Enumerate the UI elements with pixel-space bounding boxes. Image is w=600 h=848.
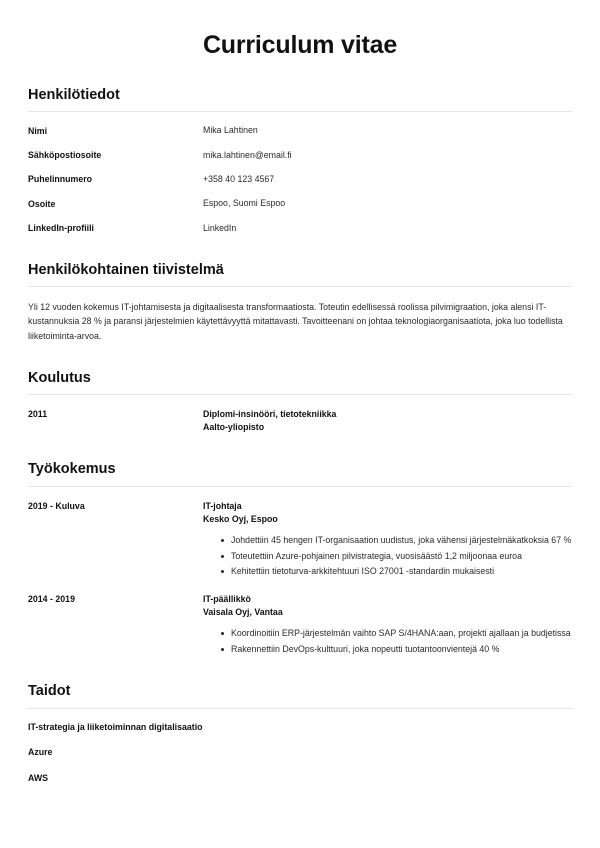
section-education — [28, 369, 572, 435]
info-row — [28, 125, 572, 137]
section-divider — [28, 286, 572, 287]
experience-bullet-list — [203, 627, 572, 656]
info-value: mika.lahtinen@email.fi — [203, 149, 292, 160]
section-divider — [28, 111, 572, 112]
section-heading-summary: Henkilökohtainen tiivistelmä — [28, 262, 224, 278]
section-heading-experience: Työkokemus — [28, 461, 116, 478]
skill-item: Azure — [28, 747, 53, 758]
section-heading-education: Koulutus — [28, 369, 91, 386]
education-details — [203, 408, 572, 434]
experience-bullet: Johdettiin 45 hengen IT-organisaation uudistus, joka vähensi järjestelmäkatkoksia 67 % — [221, 534, 572, 548]
experience-period: 2019 - Kuluva — [28, 500, 85, 511]
experience-period: 2014 - 2019 — [28, 593, 75, 604]
section-divider — [28, 486, 572, 487]
info-label: LinkedIn-profiili — [28, 223, 94, 234]
education-entry — [28, 408, 572, 434]
section-heading-personal-info: Henkilötiedot — [28, 87, 120, 103]
page-title: Curriculum vitae — [202, 31, 398, 59]
info-row — [28, 223, 572, 235]
info-label: Sähköpostiosoite — [28, 150, 102, 160]
section-personal-info — [28, 86, 572, 235]
section-skills — [28, 682, 572, 785]
experience-entry — [28, 500, 572, 579]
skill-item: AWS — [28, 773, 49, 784]
experience-bullet: Kehitettiin tietoturva-arkkitehtuuri ISO 27001 -standardin mukaisesti — [221, 565, 572, 579]
summary-text: Yli 12 vuoden kokemus IT-johtamisesta ja digitaalisesta transformaatiosta. Toteutin edellisessä roolissa pilvimigraation, joka alensi IT-kustannuksia 28 % ja paransi järjestelmien käytettävyyttä mitattavasti. Tavoitteenani on johtaa teknologiaorganisaatiota, joka luo todellista liiketoiminta-arvoa. — [28, 302, 563, 341]
experience-role: IT-johtaja — [203, 500, 242, 511]
experience-entry — [28, 593, 572, 657]
info-label: Osoite — [28, 198, 56, 209]
linkedin-link[interactable]: LinkedIn — [203, 222, 237, 233]
experience-bullet: Toteutettiin Azure-pohjainen pilvistrategia, vuosisäästö 1,2 miljoonaa euroa — [221, 550, 572, 564]
info-label: Nimi — [28, 125, 48, 136]
experience-bullet: Koordinoitiin ERP-järjestelmän vaihto SAP S/4HANA:aan, projekti ajallaan ja budjetissa — [221, 627, 572, 641]
section-heading-skills: Taidot — [28, 683, 71, 700]
info-row — [28, 198, 572, 210]
experience-details — [203, 500, 572, 579]
education-period: 2011 — [28, 409, 48, 419]
experience-role: IT-päällikkö — [203, 593, 251, 604]
info-row — [28, 150, 572, 162]
info-value: +358 40 123 4567 — [203, 173, 275, 184]
experience-bullet-list — [203, 534, 572, 579]
experience-bullet: Rakennettiin DevOps-kulttuuri, joka nopeutti tuotantoonvientejä 40 % — [221, 643, 572, 657]
info-value: Espoo, Suomi Espoo — [203, 198, 286, 209]
section-experience — [28, 460, 572, 656]
experience-company: Kesko Oyj, Espoo — [203, 513, 278, 524]
experience-company: Vaisala Oyj, Vantaa — [203, 606, 283, 617]
education-institution: Aalto-yliopisto — [203, 422, 265, 433]
experience-details — [203, 593, 572, 657]
section-divider — [28, 708, 572, 709]
education-degree: Diplomi-insinööri, tietotekniikka — [203, 409, 337, 419]
skill-item: IT-strategia ja liiketoiminnan digitalisaatio — [28, 721, 203, 732]
section-summary — [28, 261, 572, 343]
info-label: Puhelinnumero — [28, 174, 93, 185]
info-value: Mika Lahtinen — [203, 125, 258, 136]
section-divider — [28, 394, 572, 395]
info-row — [28, 174, 572, 186]
